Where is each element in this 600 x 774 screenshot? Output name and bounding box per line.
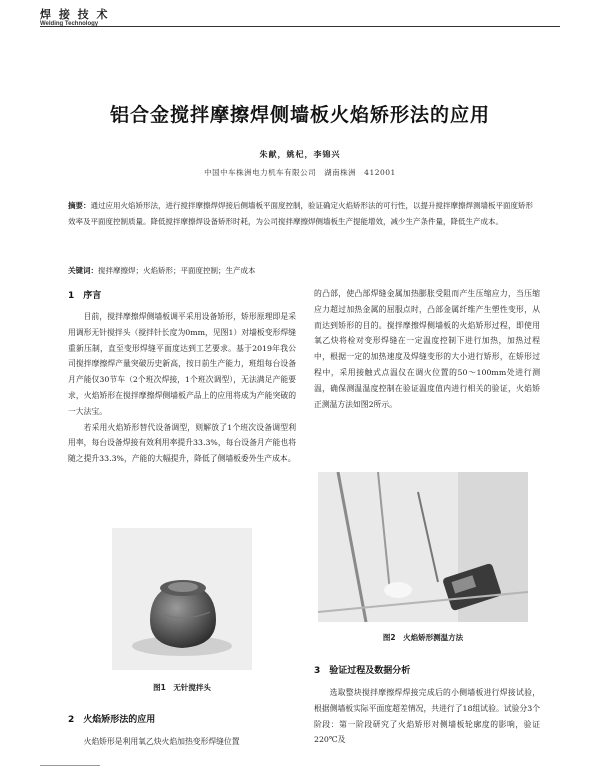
right-paragraph-1: 的凸部，使凸部焊缝金属加热膨胀受阻而产生压缩应力，当压缩应力超过加热金属的屈服点时，凸部金属纤维产生塑性变形，从而达到矫形的目的。搅拌摩擦焊侧墙板的火焰矫形过程，即使用氧乙炔将检对变形焊缝在一定温度控制下进行加热，加热过程中，根据一定的加热速度及焊缝变形的大小进行矫形，在矫形过程中，采用接触式点温仪在调火位置的50～100mm处进行测温，确保测温温度控制在验证温度值内进行相关的验证，火焰矫正测温方法如图2所示。 [314,289,540,409]
abstract-text: 通过应用火焰矫形法，进行搅拌摩擦焊焊接后侧墙板平面度控制，验证确定火焰矫形法的可行性，以提升搅拌摩擦焊测墙板平面度矫形效率及平面度控制质量。降低搅拌摩擦焊设备矫形时耗，为公司搅拌摩擦焊侧墙板生产提能增效，减少生产条件量，降低生产成本。 [68,201,533,226]
figure-2-caption: 图2 火焰矫形测温方法 [382,633,464,642]
journal-name-cn: 焊 接 技 术 [40,8,110,21]
right-column-body [314,286,540,412]
figure-1-caption: 图1 无针搅拌头 [153,683,211,692]
section-3-heading: 3 验证过程及数据分析 [314,666,411,676]
section-2-body [68,734,296,750]
section-2-heading: 2 火焰矫形法的应用 [68,715,156,725]
abstract-label: 摘要： [68,201,91,210]
section-1-heading: 1 序言 [68,291,102,301]
section-2-heading-wrap [68,712,296,725]
article-authors: 朱献，姚杞，李锦兴 [259,150,341,159]
figure-1-photo [112,528,252,670]
article-affiliation: 中国中车株洲电力机车有限公司 湖南株洲 412001 [204,168,396,177]
figure-2-photo [318,472,528,622]
temperature-measurement-illustration [318,472,528,622]
section-2-paragraph-1: 火焰矫形是利用氧乙炔火焰加热变形焊缝位置 [83,737,240,746]
keywords-label: 关键词： [68,266,98,275]
section-3-paragraph-1: 选取整块搅拌摩擦焊焊接完成后的小侧墙板进行焊接试验，根据侧墙板实际平面度超差情况，共进行了18组试验。试验分3个阶段：第一阶段研究了火焰矫形对侧墙板轮廓度的影响，验证220℃及 [314,688,540,745]
keywords-text: 搅拌摩擦焊；火焰矫形；平面度控制；生产成本 [98,266,256,275]
section-1-paragraph-1: 目前，搅拌摩擦焊侧墙板调平采用设备矫形，矫形原理即是采用调形无针搅拌头（搅拌针长度为0mm，见图1）对墙板变形焊缝重新压制，直至变形焊缝平面度达到工艺要求。基于2019年我公司搅拌摩擦焊产量突破历史新高，按日前生产能力，班组每台设备月产能仅30节车（2个班次焊接，1个班次调型），无法满足产能要求，火焰矫形在搅拌摩擦焊侧墙板产品上的应用将成为产能突破的一大法宝。 [68,312,296,416]
article-title: 铝合金搅拌摩擦焊侧墙板火焰矫形法的应用 [109,104,490,126]
footer-rule [40,765,100,766]
keywords-block [68,264,538,277]
journal-name-en: Welding Technology [40,21,99,27]
section-3-body [314,685,540,748]
section-1-body [68,309,296,467]
abstract-block [68,198,538,229]
section-1-paragraph-2: 若采用火焰矫形替代设备调型，则解放了1个班次设备调型利用率，每台设备焊接有效利用率提升33.3%，每台设备月产能也将随之提升33.3%，产能的大幅提升，降低了侧墙板委外生产成本。 [68,422,296,464]
pinless-tool-illustration [112,528,252,670]
section-3-heading-wrap [314,663,540,676]
journal-header [40,6,110,27]
section-1-heading-wrap [68,288,296,301]
header-rule [40,26,560,27]
